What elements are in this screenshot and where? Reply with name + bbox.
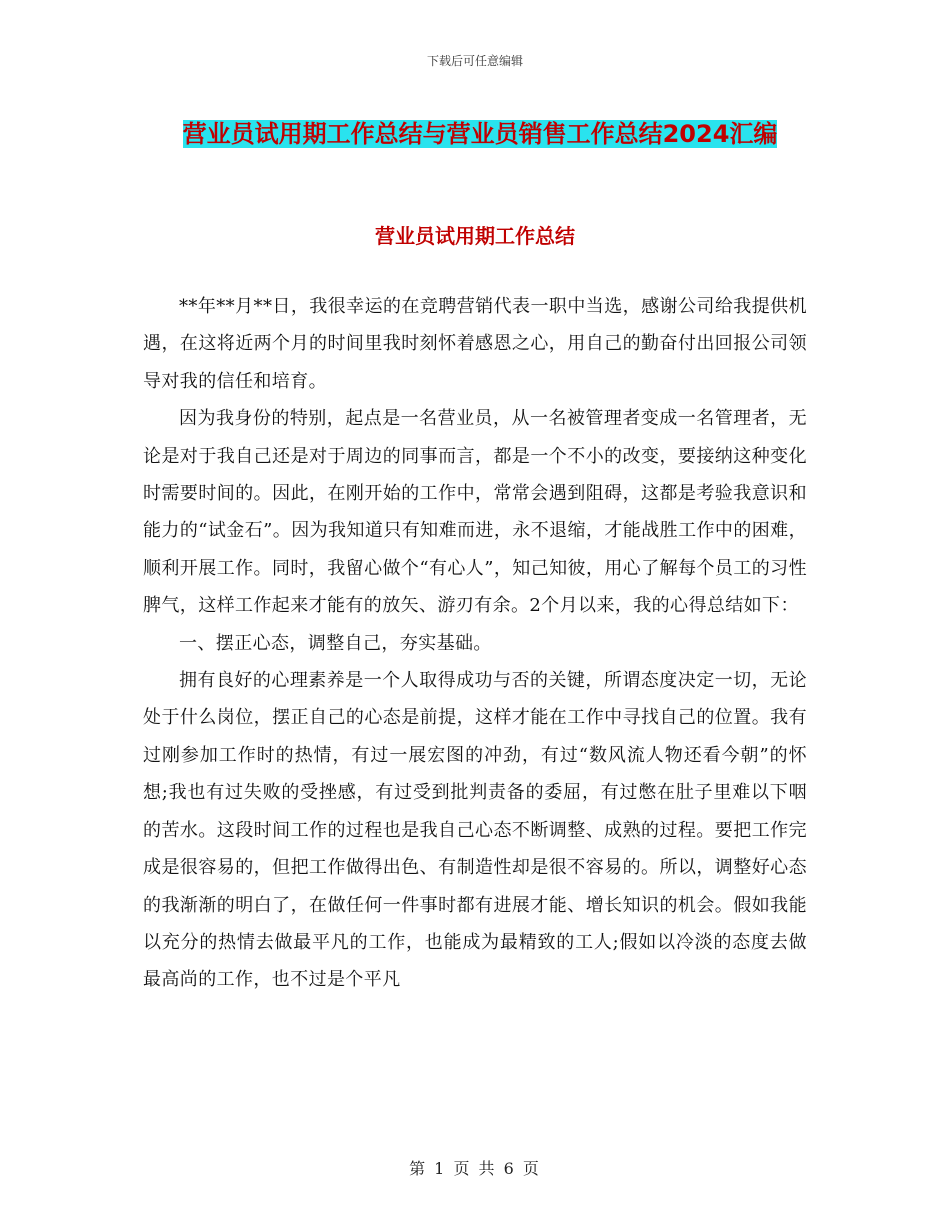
section-title: 营业员试用期工作总结 — [375, 224, 575, 248]
paragraph: 拥有良好的心理素养是一个人取得成功与否的关键，所谓态度决定一切，无论处于什么岗位，摆正自己的心态是前提，这样才能在工作中寻找自己的位置。我有过刚参加工作时的热情，有过一展宏图的冲劲，有过“数风流人物还看今朝”的怀想;我也有过失败的受挫感，有过受到批判责备的委屈，有过憋在肚子里难以下咽的苦水。这段时间工作的过程也是我自己心态不断调整、成熟的过程。要把工作完成是很容易的，但把工作做得出色、有制造性却是很不容易的。所以，调整好心态的我渐渐的明白了，在做任何一件事时都有进展才能、增长知识的机会。假如我能以充分的热情去做最平凡的工作，也能成为最精致的工人;假如以冷淡的态度去做最高尚的工作，也不过是个平凡 — [143, 670, 807, 991]
body-text — [143, 288, 807, 999]
page-footer: 第 1 页 共 6 页 — [409, 1159, 541, 1178]
paragraph: **年**月**日，我很幸运的在竞聘营销代表一职中当选，感谢公司给我提供机遇，在这将近两个月的时间里我时刻怀着感恩之心，用自己的勤奋付出回报公司领导对我的信任和培育。 — [143, 296, 807, 392]
paragraph: 因为我身份的特别，起点是一名营业员，从一名被管理者变成一名管理者，无论是对于我自己还是对于周边的同事而言，都是一个不小的改变，要接纳这种变化时需要时间的。因此，在刚开始的工作中，常常会遇到阻碍，这都是考验我意识和能力的“试金石”。因为我知道只有知难而进，永不退缩，才能战胜工作中的困难，顺利开展工作。同时，我留心做个“有心人”，知己知彼，用心了解每个员工的习性脾气，这样工作起来才能有的放矢、游刃有余。2个月以来，我的心得总结如下： — [143, 408, 807, 617]
paragraph: 一、摆正心态，调整自己，夯实基础。 — [179, 632, 492, 654]
header-note: 下载后可任意编辑 — [426, 54, 523, 68]
document-title — [140, 112, 820, 156]
document-title-text: 营业员试用期工作总结与营业员销售工作总结2024汇编 — [182, 120, 778, 148]
